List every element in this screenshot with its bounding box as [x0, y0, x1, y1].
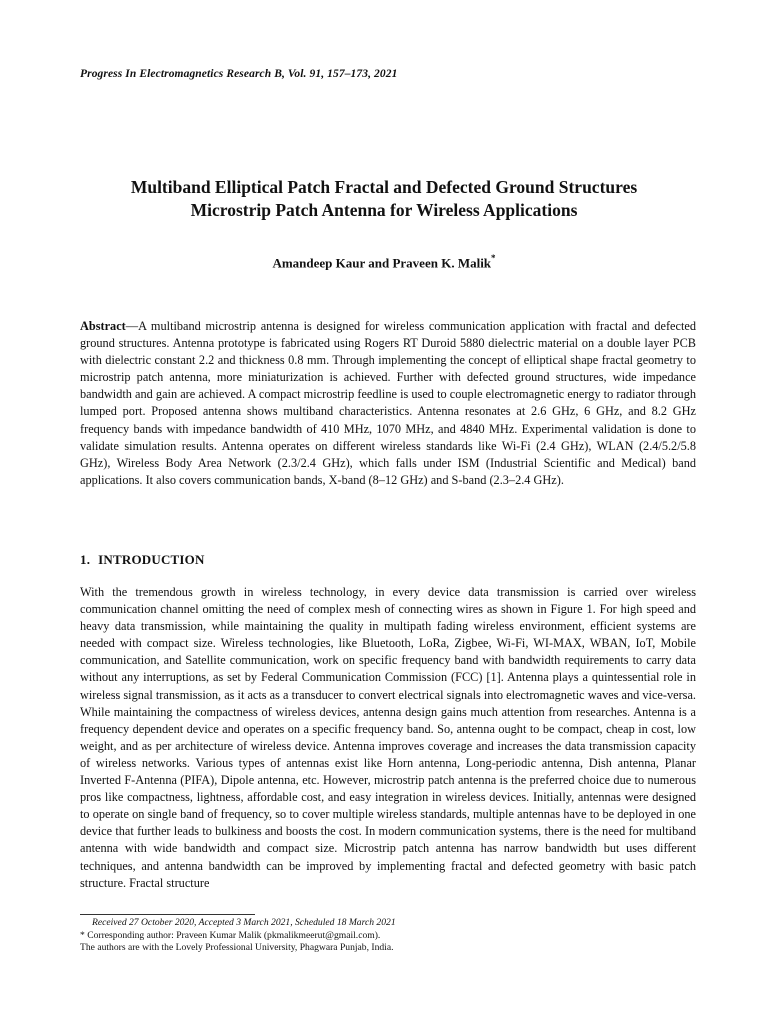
footnote-rule	[80, 914, 255, 915]
corresponding-author-marker: *	[491, 253, 496, 263]
section-number: 1.	[80, 552, 91, 567]
author-list	[40, 254, 728, 271]
abstract-paragraph	[80, 318, 696, 489]
title-line-2: Microstrip Patch Antenna for Wireless Applications	[190, 200, 578, 220]
corresponding-author-note: * Corresponding author: Praveen Kumar Malik (pkmalikmeerut@gmail.com).	[80, 930, 381, 941]
abstract-label: Abstract	[80, 319, 126, 333]
title-line-1: Multiband Elliptical Patch Fractal and Defected Ground Structures	[130, 177, 638, 197]
journal-citation: Progress In Electromagnetics Research B, Vol. 91, 157–173, 2021	[80, 68, 398, 80]
affiliation-note: The authors are with the Lovely Professional University, Phagwara Punjab, India.	[80, 942, 394, 953]
section-title: INTRODUCTION	[98, 552, 205, 567]
introduction-paragraph: With the tremendous growth in wireless technology, in every device data transmission is carried over wireless communication channel omitting the need of complex mesh of connecting wires as shown in Figure 1. For high speed and heavy data transmission, while maintaining the quality in multipath fading wireless environment, efficient systems are needed with compact size. Wireless technologies, like Bluetooth, LoRa, Zigbee, Wi-Fi, WI-MAX, WBAN, IoT, Mobile communication, and Satellite communication, work on specific frequency band with bandwidth requirements to carry data without any interruptions, as set by Federal Communication Commission (FCC) [1]. Antenna plays a quintessential role in wireless signal transmission, as it acts as a transducer to convert electrical signals into electromagnetic waves and vice-versa. While maintaining the compactness of wireless devices, antenna design gains much attention from researches. Antenna is a frequency dependent device and operates on a specific frequency band. So, antenna ought to be compact, cheap in cost, low weight, and as per architecture of wireless device. Antenna improves coverage and increases the data transmission capacity of wireless networks. Various types of antennas exist like Horn antenna, Long-periodic antenna, Dish antenna, Planar Inverted F-Antenna (PIFA), Dipole antenna, etc. However, microstrip patch antenna is the preferred choice due to numerous pros like compactness, lightness, affordable cost, and easy integration in wireless devices. Initially, antennas were designed to operate on single band of frequency, so to cover multiple wireless standards, multiple antennas have to be deployed in one device that further leads to bulkiness and boosts the cost. In modern communication systems, there is the need for multiband antenna with wide bandwidth and compact size. Microstrip patch antenna has narrow bandwidth but uses different techniques, and antenna bandwidth can be improved by implementing fractal and defected geometry with basic patch structure. Fractal structure	[80, 585, 696, 890]
author-names: Amandeep Kaur and Praveen K. Malik	[272, 255, 492, 271]
received-dates: Received 27 October 2020, Accepted 3 March 2021, Scheduled 18 March 2021	[92, 917, 396, 928]
paper-title	[40, 176, 728, 222]
section-heading	[80, 552, 205, 568]
abstract-text: —A multiband microstrip antenna is designed for wireless communication application with fractal and defected ground structures. Antenna prototype is fabricated using Rogers RT Duroid 5880 dielectric material on a double layer PCB with dielectric constant 2.2 and thickness 0.8 mm. Through implementing the concept of elliptical shape fractal geometry to microstrip patch antenna, more miniaturization is achieved. Further with defected ground structures, wide impedance bandwidth and gain are achieved. A compact microstrip feedline is used to couple electromagnetic energy to radiator through lumped port. Proposed antenna shows multiband characteristics. Antenna resonates at 2.6 GHz, 6 GHz, and 8.2 GHz frequency bands with impedance bandwidth of 410 MHz, 1070 MHz, and 4840 MHz. Experimental validation is done to validate simulation results. Antenna operates on different wireless standards like Wi-Fi (2.4 GHz), WLAN (2.4/5.2/5.8 GHz), Wireless Body Area Network (2.3/2.4 GHz), which falls under ISM (Industrial Scientific and Medical) band applications. It also covers communication bands, X-band (8–12 GHz) and S-band (2.3–2.4 GHz).	[80, 319, 696, 487]
